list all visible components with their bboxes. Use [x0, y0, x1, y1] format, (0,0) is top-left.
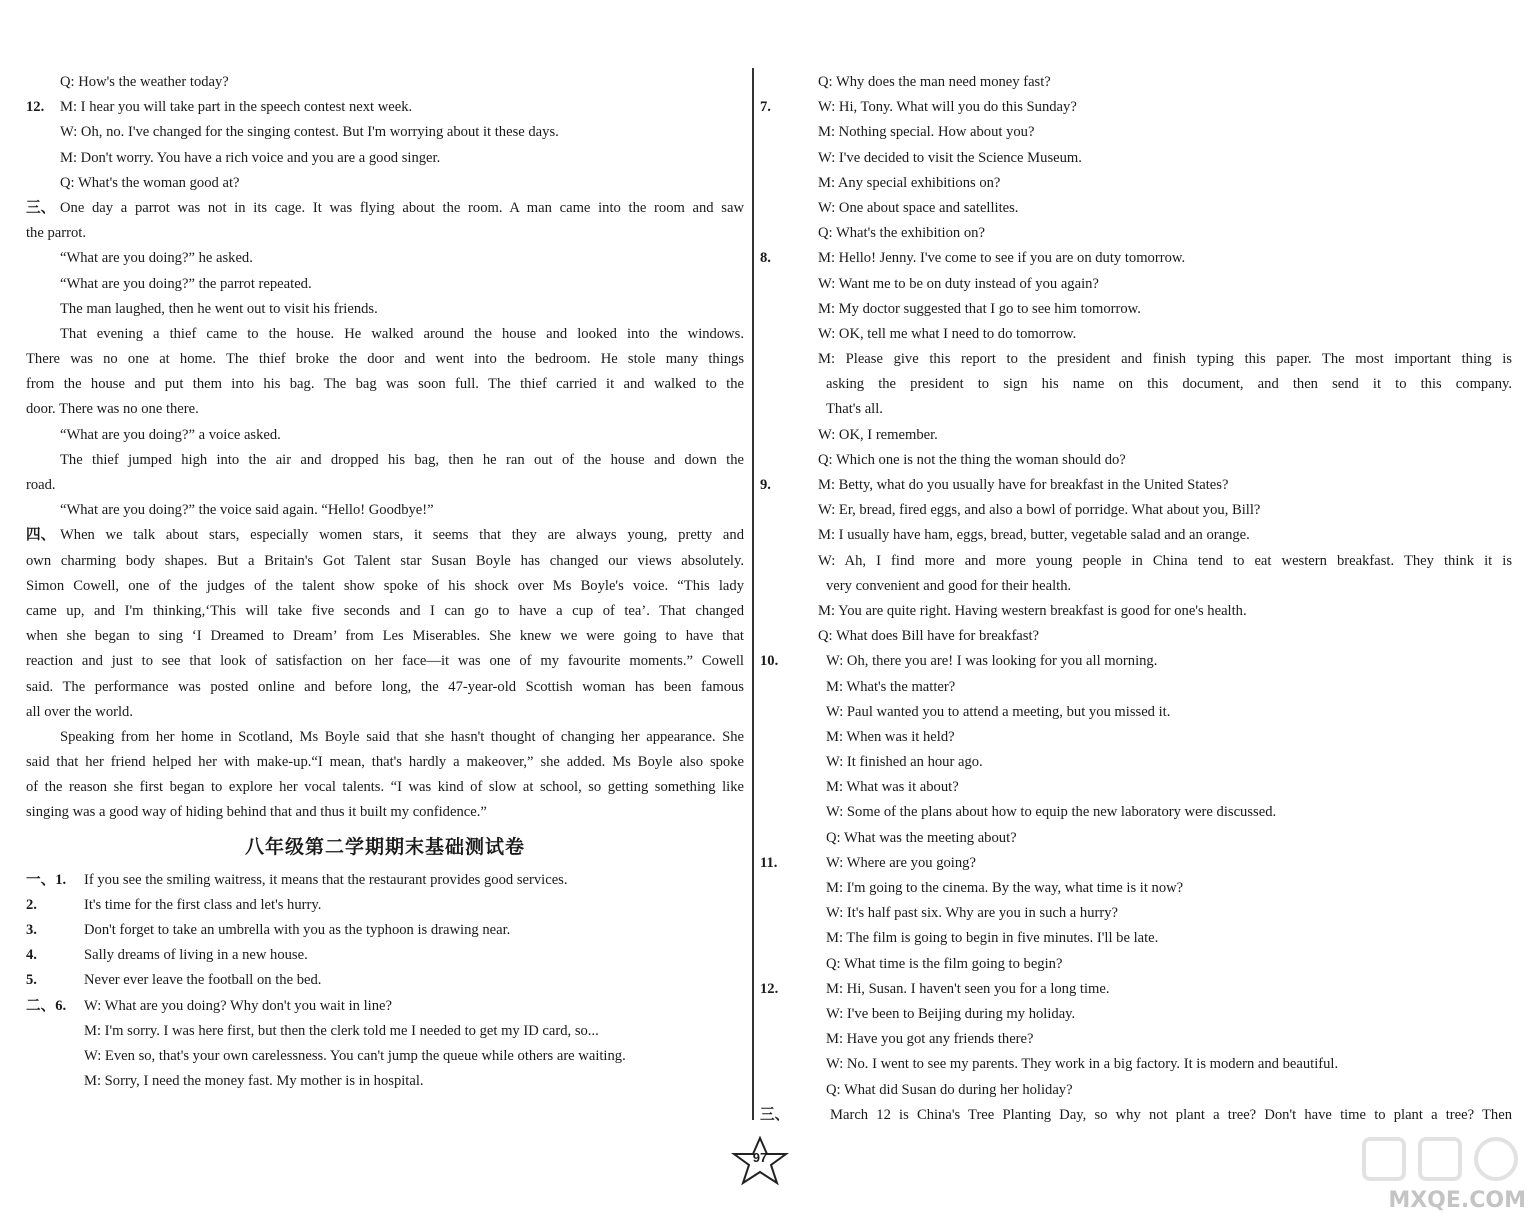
line-text: W: Er, bread, fired eggs, and also a bowl of porridge. What about you, Bill? [818, 502, 1261, 519]
line-text: Q: What was the meeting about? [826, 829, 1017, 846]
line-text: M: I hear you will take part in the speech contest next week. [60, 99, 413, 116]
line-text: W: It finished an hour ago. [826, 754, 983, 771]
text-line [26, 675, 744, 700]
text-line [26, 649, 744, 674]
text-line [760, 322, 1512, 347]
text-line [26, 1069, 744, 1094]
page-number: 97 [752, 1150, 768, 1165]
item-number: 10. [760, 653, 779, 670]
text-line [760, 549, 1512, 574]
text-line [760, 397, 1512, 422]
line-text: M: When was it held? [826, 728, 955, 745]
text-line [26, 297, 744, 322]
text-line [760, 372, 1512, 397]
text-line [760, 523, 1512, 548]
line-text: W: What are you doing? Why don't you wait in line? [84, 997, 392, 1014]
text-line [26, 523, 744, 548]
item-number: 12. [760, 980, 779, 997]
item-number: 四、 [26, 527, 56, 544]
line-text: When we talk about stars, especially women stars, it seems that they are always young, pretty and [60, 527, 744, 544]
text-line [760, 725, 1512, 750]
line-text: W: OK, I remember. [818, 426, 938, 443]
item-number: 二、6. [26, 997, 67, 1014]
text-line [760, 473, 1512, 498]
text-line [26, 397, 744, 422]
line-text: M: What was it about? [826, 779, 959, 796]
item-number: 5. [26, 972, 37, 989]
line-text: M: Have you got any friends there? [826, 1031, 1034, 1048]
item-number: 11. [760, 854, 778, 871]
line-text: own charming body shapes. But a Britain's Got Talent star Susan Boyle has changed our views absolutely. [26, 552, 744, 569]
line-text: W: Oh, no. I've changed for the singing contest. But I'm worrying about it these days. [60, 124, 559, 141]
line-text: M: Betty, what do you usually have for breakfast in the United States? [818, 477, 1229, 493]
line-text: The man laughed, then he went out to visit his friends. [60, 300, 378, 317]
line-text: W: No. I went to see my parents. They work in a big factory. It is modern and beautiful. [826, 1056, 1339, 1073]
line-text: W: OK, tell me what I need to do tomorrow. [818, 325, 1077, 342]
text-line [760, 901, 1512, 926]
text-line [26, 423, 744, 448]
text-line [26, 968, 744, 993]
text-line [26, 868, 744, 893]
text-line [760, 70, 1512, 95]
text-line [760, 1103, 1512, 1128]
text-line [760, 171, 1512, 196]
right-column [760, 70, 1512, 1128]
text-line [760, 347, 1512, 372]
line-text: That's all. [826, 401, 883, 418]
text-line [760, 146, 1512, 171]
text-line [26, 146, 744, 171]
item-number: 2. [26, 896, 37, 913]
text-line [26, 448, 744, 473]
line-text: W: I've been to Beijing during my holiday. [826, 1005, 1076, 1022]
line-text: said. The performance was posted online and before long, the 47-year-old Scottish woman has been famous [26, 678, 744, 695]
text-line [26, 221, 744, 246]
line-text: One day a parrot was not in its cage. It was flying about the room. A man came into the room and saw [60, 199, 744, 216]
line-text: Q: Which one is not the thing the woman should do? [818, 451, 1126, 468]
line-text: “What are you doing?” a voice asked. [60, 426, 281, 443]
text-line [760, 952, 1512, 977]
line-text: M: My doctor suggested that I go to see him tomorrow. [818, 300, 1141, 317]
item-number: 9. [760, 477, 771, 493]
text-line [760, 977, 1512, 1002]
line-text: The thief jumped high into the air and dropped his bag, then he ran out of the house and down the [60, 451, 744, 468]
line-text: very convenient and good for their health. [826, 577, 1072, 594]
line-text: of the reason she first began to explore her vocal talents. “I was kind of slow at school, so getting something like [26, 779, 744, 796]
line-text: W: Even so, that's your own carelessness. You can't jump the queue while others are waiting. [84, 1047, 626, 1064]
text-line [26, 70, 744, 95]
text-line [760, 826, 1512, 851]
line-text: reaction and just to see that look of satisfaction on her face—it was one of my favourite moments.” Cowell [26, 653, 744, 670]
line-text: all over the world. [26, 703, 133, 720]
text-line [760, 498, 1512, 523]
text-line [760, 1052, 1512, 1077]
line-text: W: I've decided to visit the Science Museum. [818, 149, 1082, 166]
text-line [26, 918, 744, 943]
text-line [760, 876, 1512, 901]
text-line [26, 574, 744, 599]
line-text: came up, and I'm thinking,‘This will take five seconds and I can go to have a cup of tea’. That changed [26, 602, 744, 619]
line-text: W: Want me to be on duty instead of you again? [818, 275, 1099, 292]
line-text: Never ever leave the football on the bed. [84, 972, 322, 989]
line-text: W: Oh, there you are! I was looking for you all morning. [826, 653, 1158, 670]
line-text: said that her friend helped her with make-up.“I mean, that's hardly a makeover,” she added. Ms Boyle also spoke [26, 754, 744, 771]
line-text: M: The film is going to begin in five minutes. I'll be late. [826, 930, 1159, 947]
line-text: Don't forget to take an umbrella with you as the typhoon is drawing near. [84, 922, 511, 938]
line-text: W: Paul wanted you to attend a meeting, but you missed it. [826, 703, 1171, 720]
item-number: 三、 [760, 1106, 790, 1123]
line-text: Q: What did Susan do during her holiday? [826, 1081, 1073, 1098]
text-line [26, 120, 744, 145]
line-text: from the house and put them into his bag. The bag was soon full. The thief carried it and walked to the [26, 376, 744, 393]
text-line [760, 574, 1512, 599]
line-text: when she began to sing ‘I Dreamed to Dream’ from Les Miserables. She knew we were going to have that [26, 628, 744, 645]
line-text: Sally dreams of living in a new house. [84, 947, 308, 964]
line-text: door. There was no one there. [26, 401, 199, 418]
text-line [26, 246, 744, 271]
line-text: Q: How's the weather today? [60, 74, 229, 90]
text-line [26, 775, 744, 800]
line-text: Q: What time is the film going to begin? [826, 955, 1063, 972]
text-line [760, 624, 1512, 649]
line-text: W: One about space and satellites. [818, 199, 1019, 216]
text-line [26, 700, 744, 725]
text-line [26, 1019, 744, 1044]
line-text: Q: Why does the man need money fast? [818, 74, 1051, 90]
line-text: M: Nothing special. How about you? [818, 124, 1035, 141]
line-text: W: Some of the plans about how to equip the new laboratory were discussed. [826, 804, 1277, 821]
line-text: Speaking from her home in Scotland, Ms Boyle said that she hasn't thought of changing her appearance. She [60, 728, 744, 745]
text-line [26, 943, 744, 968]
text-line [26, 599, 744, 624]
line-text: M: Don't worry. You have a rich voice and you are a good singer. [60, 149, 441, 166]
item-number: 一、1. [26, 871, 67, 888]
text-line [26, 800, 744, 825]
text-line [760, 800, 1512, 825]
line-text: road. [26, 477, 56, 493]
text-line [26, 95, 744, 120]
text-line [760, 120, 1512, 145]
line-text: the parrot. [26, 225, 86, 242]
text-line [760, 448, 1512, 473]
line-text: Simon Cowell, one of the judges of the talent show spoke of his shock over Ms Boyle's voice. “This lady [26, 577, 744, 594]
text-line [26, 725, 744, 750]
text-line [760, 926, 1512, 951]
item-number: 7. [760, 99, 771, 116]
line-text: M: Hi, Susan. I haven't seen you for a long time. [826, 980, 1110, 997]
text-line [760, 196, 1512, 221]
line-text: “What are you doing?” he asked. [60, 250, 253, 267]
item-number: 8. [760, 250, 771, 267]
text-line [26, 473, 744, 498]
text-line [26, 1044, 744, 1069]
text-line [760, 1027, 1512, 1052]
line-text: asking the president to sign his name on this document, and then send it to this company. [826, 376, 1512, 393]
text-line [760, 297, 1512, 322]
line-text: If you see the smiling waitress, it means that the restaurant provides good services. [84, 871, 568, 888]
line-text: M: What's the matter? [826, 678, 956, 695]
line-text: “What are you doing?” the voice said again. “Hello! Goodbye!” [60, 502, 434, 519]
item-number: 3. [26, 922, 37, 938]
item-number: 4. [26, 947, 37, 964]
text-line [760, 423, 1512, 448]
line-text: Q: What's the woman good at? [60, 174, 240, 191]
text-line [26, 171, 744, 196]
line-text: W: Where are you going? [826, 854, 976, 871]
text-line [760, 851, 1512, 876]
line-text: It's time for the first class and let's hurry. [84, 896, 322, 913]
line-text: M: You are quite right. Having western breakfast is good for one's health. [818, 602, 1247, 619]
text-line [26, 549, 744, 574]
text-line [760, 599, 1512, 624]
text-line [760, 1078, 1512, 1103]
text-line [760, 1002, 1512, 1027]
text-line [26, 624, 744, 649]
text-line [26, 196, 744, 221]
line-text: That evening a thief came to the house. He walked around the house and looked into the windows. [60, 325, 744, 342]
text-line [760, 95, 1512, 120]
item-number: 三、 [26, 199, 56, 216]
text-line [26, 347, 744, 372]
text-line [760, 221, 1512, 246]
text-line [760, 675, 1512, 700]
text-line [760, 700, 1512, 725]
line-text: W: It's half past six. Why are you in such a hurry? [826, 905, 1118, 922]
line-text: M: I usually have ham, eggs, bread, butter, vegetable salad and an orange. [818, 527, 1250, 544]
line-text: W: Hi, Tony. What will you do this Sunday? [818, 99, 1077, 116]
watermark-text: MXQE.COM [1388, 1188, 1526, 1213]
line-text: M: Hello! Jenny. I've come to see if you are on duty tomorrow. [818, 250, 1186, 267]
text-line [760, 775, 1512, 800]
section-title: 八年级第二学期期末基础测试卷 [244, 835, 525, 858]
left-column [26, 70, 744, 1094]
line-text: W: Ah, I find more and more young people in China tend to eat western breakfast. They think it is [818, 552, 1512, 569]
line-text: There was no one at home. The thief broke the door and went into the bedroom. He stole many things [26, 351, 744, 368]
text-line [760, 272, 1512, 297]
text-line [26, 322, 744, 347]
text-line [760, 246, 1512, 271]
line-text: Q: What does Bill have for breakfast? [818, 628, 1039, 645]
line-text: M: Sorry, I need the money fast. My mother is in hospital. [84, 1073, 424, 1090]
text-line [26, 750, 744, 775]
column-divider [752, 68, 754, 1120]
text-line [760, 649, 1512, 674]
line-text: March 12 is China's Tree Planting Day, so why not plant a tree? Don't have time to plant a tree? Then [830, 1106, 1512, 1123]
line-text: M: Any special exhibitions on? [818, 174, 1001, 191]
item-number: 12. [26, 99, 45, 116]
line-text: M: I'm going to the cinema. By the way, what time is it now? [826, 880, 1184, 896]
text-line [26, 893, 744, 918]
text-line [26, 994, 744, 1019]
line-text: Q: What's the exhibition on? [818, 225, 985, 242]
text-line [26, 272, 744, 297]
line-text: “What are you doing?” the parrot repeated. [60, 275, 312, 292]
line-text: M: I'm sorry. I was here first, but then the clerk told me I needed to get my ID card, so... [84, 1022, 599, 1039]
text-line [26, 372, 744, 397]
text-line [760, 750, 1512, 775]
line-text: M: Please give this report to the president and finish typing this paper. The most important thing is [818, 351, 1512, 368]
text-line [26, 498, 744, 523]
line-text: singing was a good way of hiding behind that and thus it built my confidence.” [26, 804, 487, 821]
